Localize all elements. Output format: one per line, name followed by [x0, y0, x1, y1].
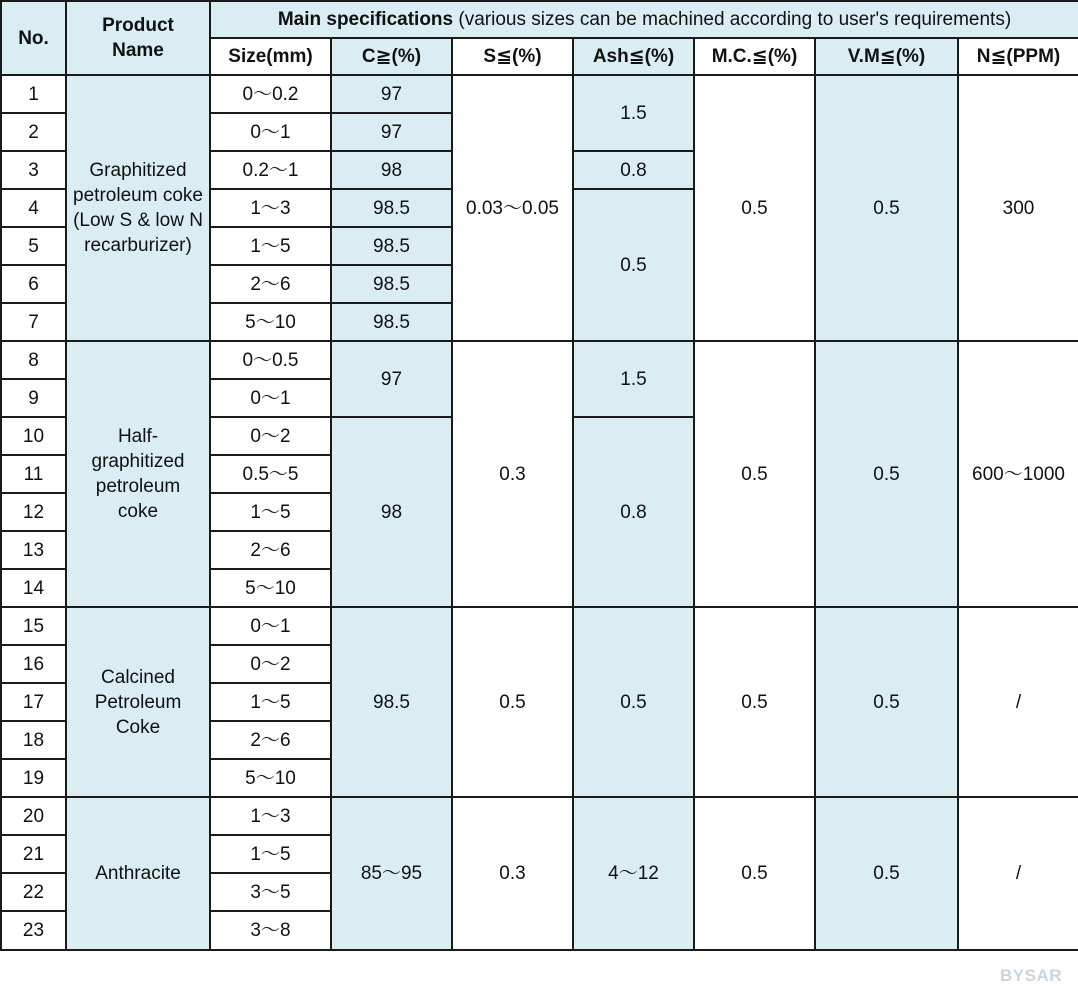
- cell-ash: 0.5: [573, 189, 694, 341]
- cell-c: 98: [331, 417, 452, 607]
- cell-c: 97: [331, 113, 452, 151]
- header-n: N≦(PPM): [958, 38, 1078, 75]
- header-no: No.: [1, 1, 66, 75]
- cell-no: 4: [1, 189, 66, 227]
- cell-size: 3〜8: [210, 911, 331, 950]
- table-row: [1, 797, 1078, 835]
- cell-no: 1: [1, 75, 66, 113]
- table-row: [1, 341, 1078, 379]
- cell-mc: 0.5: [694, 341, 815, 607]
- cell-size: 1〜5: [210, 227, 331, 265]
- cell-product-name: Half-graphitized petroleum coke: [66, 341, 210, 607]
- cell-no: 2: [1, 113, 66, 151]
- cell-no: 7: [1, 303, 66, 341]
- cell-c: 98.5: [331, 303, 452, 341]
- cell-c: 98: [331, 151, 452, 189]
- header-size: Size(mm): [210, 38, 331, 75]
- cell-size: 0〜2: [210, 645, 331, 683]
- cell-no: 18: [1, 721, 66, 759]
- cell-size: 5〜10: [210, 759, 331, 797]
- table-row: [1, 75, 1078, 113]
- cell-vm: 0.5: [815, 341, 958, 607]
- cell-ash: 0.8: [573, 417, 694, 607]
- cell-size: 0〜1: [210, 379, 331, 417]
- cell-mc: 0.5: [694, 797, 815, 950]
- header-main-specifications: [210, 1, 1078, 38]
- header-product-name-text: Product Name: [102, 15, 174, 61]
- header-main-spec-bold: Main specifications: [277, 9, 454, 30]
- cell-mc: 0.5: [694, 607, 815, 797]
- cell-no: 19: [1, 759, 66, 797]
- cell-size: 0〜0.5: [210, 341, 331, 379]
- cell-vm: 0.5: [815, 797, 958, 950]
- cell-no: 21: [1, 835, 66, 873]
- header-product-name: [66, 1, 210, 75]
- cell-s: 0.03〜0.05: [452, 75, 573, 341]
- cell-n: /: [958, 797, 1078, 950]
- cell-c: 97: [331, 341, 452, 417]
- cell-size: 1〜5: [210, 493, 331, 531]
- cell-c: 85〜95: [331, 797, 452, 950]
- header-vm: V.M≦(%): [815, 38, 958, 75]
- cell-no: 23: [1, 911, 66, 950]
- cell-no: 16: [1, 645, 66, 683]
- cell-ash: 4〜12: [573, 797, 694, 950]
- cell-s: 0.3: [452, 797, 573, 950]
- cell-no: 5: [1, 227, 66, 265]
- cell-product-name: Calcined Petroleum Coke: [66, 607, 210, 797]
- cell-n: /: [958, 607, 1078, 797]
- cell-size: 5〜10: [210, 569, 331, 607]
- cell-size: 1〜5: [210, 835, 331, 873]
- cell-no: 8: [1, 341, 66, 379]
- cell-size: 0.2〜1: [210, 151, 331, 189]
- cell-no: 15: [1, 607, 66, 645]
- cell-no: 14: [1, 569, 66, 607]
- cell-size: 0〜2: [210, 417, 331, 455]
- cell-size: 2〜6: [210, 721, 331, 759]
- header-main-spec-note: (various sizes can be machined according to user's requirements): [458, 9, 1012, 30]
- cell-vm: 0.5: [815, 75, 958, 341]
- cell-size: 2〜6: [210, 531, 331, 569]
- cell-ash: 1.5: [573, 75, 694, 151]
- cell-size: 0〜1: [210, 113, 331, 151]
- cell-no: 3: [1, 151, 66, 189]
- cell-c: 97: [331, 75, 452, 113]
- cell-c: 98.5: [331, 189, 452, 227]
- cell-c: 98.5: [331, 227, 452, 265]
- cell-c: 98.5: [331, 265, 452, 303]
- cell-vm: 0.5: [815, 607, 958, 797]
- cell-no: 11: [1, 455, 66, 493]
- cell-no: 20: [1, 797, 66, 835]
- cell-no: 17: [1, 683, 66, 721]
- cell-no: 6: [1, 265, 66, 303]
- cell-size: 0〜1: [210, 607, 331, 645]
- cell-size: 1〜3: [210, 189, 331, 227]
- cell-ash: 0.8: [573, 151, 694, 189]
- header-mc: M.C.≦(%): [694, 38, 815, 75]
- table-row: [1, 607, 1078, 645]
- cell-size: 5〜10: [210, 303, 331, 341]
- cell-s: 0.3: [452, 341, 573, 607]
- header-s: S≦(%): [452, 38, 573, 75]
- cell-no: 12: [1, 493, 66, 531]
- cell-no: 13: [1, 531, 66, 569]
- cell-mc: 0.5: [694, 75, 815, 341]
- cell-size: 1〜5: [210, 683, 331, 721]
- cell-no: 10: [1, 417, 66, 455]
- cell-product-name: Anthracite: [66, 797, 210, 950]
- cell-size: 0.5〜5: [210, 455, 331, 493]
- cell-size: 0〜0.2: [210, 75, 331, 113]
- cell-size: 2〜6: [210, 265, 331, 303]
- header-ash: Ash≦(%): [573, 38, 694, 75]
- cell-size: 3〜5: [210, 873, 331, 911]
- header-c: C≧(%): [331, 38, 452, 75]
- cell-c: 98.5: [331, 607, 452, 797]
- cell-product-name: Graphitized petroleum coke (Low S & low N recarburizer): [66, 75, 210, 341]
- cell-no: 22: [1, 873, 66, 911]
- cell-size: 1〜3: [210, 797, 331, 835]
- cell-n: 300: [958, 75, 1078, 341]
- cell-n: 600〜1000: [958, 341, 1078, 607]
- cell-ash: 0.5: [573, 607, 694, 797]
- cell-no: 9: [1, 379, 66, 417]
- watermark-logo: BYSAR: [999, 966, 1062, 985]
- cell-s: 0.5: [452, 607, 573, 797]
- cell-ash: 1.5: [573, 341, 694, 417]
